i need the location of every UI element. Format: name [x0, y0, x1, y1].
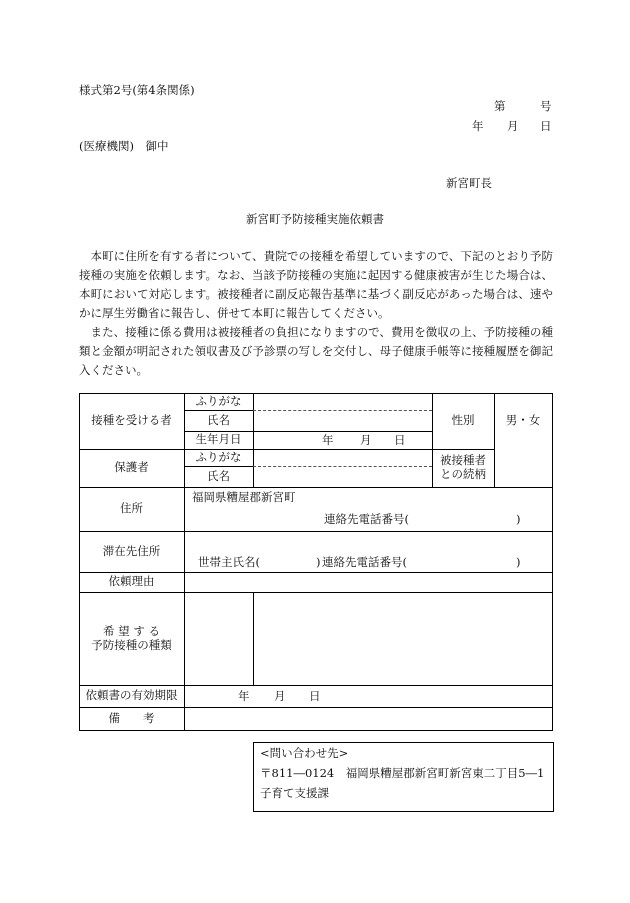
date-month: 月 [507, 119, 519, 133]
relation-line-2: との続柄 [440, 467, 486, 481]
address-value: 福岡県糟屋郡新宮町 [192, 490, 296, 504]
body-paragraph-1: 本町に住所を有する者について、貴院での接種を希望していますので、下記のとおり予防接種の実施を依頼します。なお、当該予防接種の実施に起因する健康被害が生じた場合は、本町において対応します。被接種者に副反応報告基準に基づく副反応があった場合は、速やかに厚生労働省に報告し、併せて本町に報告してください。 [79, 249, 553, 320]
stay-phone-label: 連絡先電話番号( [322, 555, 407, 569]
remarks-label: 備 考 [108, 710, 155, 725]
contact-heading: <問い合わせ先> [260, 746, 349, 760]
recipient-label: 接種を受ける者 [91, 413, 172, 428]
address-label: 住所 [120, 501, 143, 516]
recipient-furigana-label: ふりがな [195, 393, 242, 408]
guardian-name-label: 氏名 [207, 468, 230, 483]
body-paragraph-2: また、接種に係る費用は被接種者の負担になりますので、費用を徴収の上、予防接種の種類と金額が明記された領収書及び予診票の写しを交付し、母子健康手帳等に接種履歴を御記入ください。 [79, 325, 553, 377]
guardian-label: 保護者 [114, 460, 149, 475]
vaccine-label-line-2: 予防接種の種類 [91, 637, 172, 652]
stay-address-label: 滞在先住所 [102, 543, 161, 558]
address-phone-close: ) [516, 512, 521, 526]
vaccine-label-line-1: 希 望 す る [103, 623, 160, 638]
address-phone-label: 連絡先電話番号( [324, 512, 409, 526]
contact-address: 〒811―0124 福岡県糟屋郡新宮町新宮東二丁目5―1 [260, 766, 545, 780]
birthdate-label: 生年月日 [195, 432, 242, 447]
householder-label: 世帯主氏名( [198, 555, 260, 569]
sender: 新宮町長 [446, 176, 492, 190]
relation-label [432, 449, 494, 487]
validity-day: 日 [309, 689, 321, 703]
number-dai: 第 [494, 99, 506, 113]
date-day: 日 [540, 119, 552, 133]
guardian-furigana-label: ふりがな [195, 449, 242, 464]
validity-label: 依頼書の有効期限 [85, 688, 178, 703]
contact-department: 子育て支援課 [260, 786, 329, 800]
relation-line-1: 被接種者 [440, 453, 486, 468]
birth-year: 年 [322, 433, 334, 447]
vaccine-label [79, 592, 184, 685]
sex-label: 性別 [451, 413, 475, 428]
form-code: 様式第2号(第4条関係) [79, 83, 195, 97]
stay-phone-close: ) [516, 555, 521, 569]
date-year: 年 [472, 119, 484, 133]
sex-value: 男・女 [505, 413, 541, 428]
birth-day: 日 [394, 433, 406, 447]
birth-month: 月 [360, 433, 372, 447]
document-title: 新宮町予防接種実施依頼書 [246, 212, 384, 226]
validity-month: 月 [274, 689, 286, 703]
addressee: (医療機関) 御中 [79, 139, 169, 153]
householder-close: ) [316, 555, 321, 569]
recipient-name-label: 氏名 [207, 412, 230, 427]
number-go: 号 [540, 99, 552, 113]
reason-label: 依頼理由 [108, 574, 155, 589]
validity-year: 年 [238, 689, 250, 703]
